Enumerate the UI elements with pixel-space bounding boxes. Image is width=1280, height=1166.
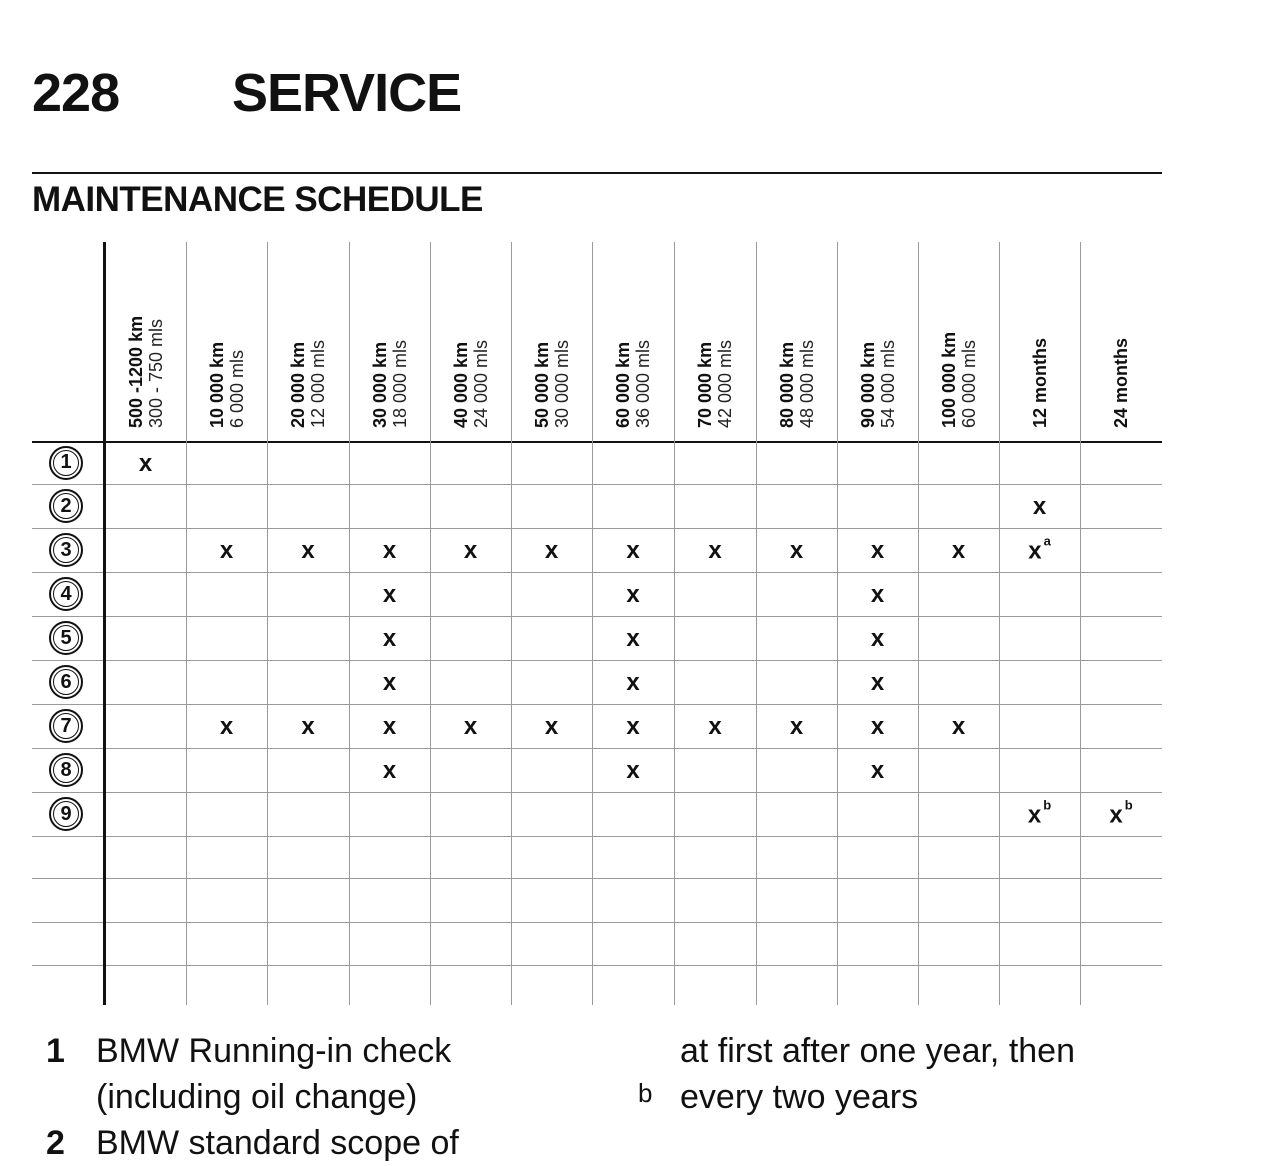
maintenance-mark: [626, 539, 639, 563]
mark-symbol: x: [301, 713, 315, 740]
mark-symbol: x: [219, 713, 234, 740]
column-header-secondary: 18 000 mls: [389, 339, 410, 428]
column-header: [511, 244, 592, 436]
column-header-text: [857, 339, 898, 428]
column-rule: [674, 242, 675, 1005]
maintenance-mark: [708, 715, 721, 739]
column-header-secondary: 30 000 mls: [551, 339, 572, 428]
mark-symbol: x: [382, 581, 397, 608]
column-header-text: [1111, 337, 1131, 428]
footnote-1-text-line2: (including oil change): [96, 1078, 418, 1116]
column-header-secondary: 48 000 mls: [796, 339, 817, 428]
column-header-secondary: 6 000 mls: [226, 349, 247, 428]
mark-symbol: x: [138, 449, 153, 477]
column-header-primary: 50 000 km: [531, 341, 552, 428]
row-rule: [32, 660, 1162, 661]
mark-symbol: x: [1109, 801, 1123, 829]
column-rule: [918, 242, 919, 1005]
column-header-secondary: 42 000 mls: [715, 339, 735, 428]
maintenance-mark: [1033, 495, 1046, 519]
mark-symbol: x: [870, 713, 885, 740]
column-header-primary: 90 000 km: [857, 341, 878, 428]
maintenance-mark: [545, 539, 558, 563]
maintenance-mark: [708, 539, 721, 563]
maintenance-mark: [383, 759, 396, 783]
mark-symbol: x: [1027, 801, 1042, 829]
mark-symbol: x: [789, 713, 804, 740]
column-header-text: [613, 339, 653, 428]
maintenance-mark: [545, 715, 558, 739]
mark-footnote-ref: b: [1124, 797, 1133, 813]
column-header: [756, 244, 837, 436]
row-number-badge: 5: [49, 621, 83, 655]
maintenance-mark: [301, 715, 314, 739]
row-number-badge: 3: [49, 533, 83, 567]
column-header-primary: 70 000 km: [695, 341, 715, 428]
mark-symbol: x: [870, 537, 885, 564]
column-header-primary: 60 000 km: [613, 341, 633, 428]
maintenance-mark: [626, 583, 639, 607]
column-header-text: [450, 339, 491, 428]
column-header-text: [1029, 337, 1050, 428]
maintenance-mark: [871, 583, 884, 607]
row-rule: [32, 572, 1162, 573]
mark-symbol: x: [382, 669, 397, 696]
row-rule: [32, 965, 1162, 966]
column-header-primary: 500 -1200 km: [125, 315, 146, 428]
maintenance-mark: [626, 671, 639, 695]
mark-symbol: x: [544, 713, 559, 740]
mark-symbol: x: [1032, 493, 1047, 520]
column-header-text: [938, 331, 979, 428]
column-rule: [511, 242, 512, 1005]
maintenance-mark: [952, 715, 965, 739]
column-header-secondary: 60 000 mls: [958, 339, 979, 428]
row-number-badge: 9: [49, 797, 83, 831]
column-header-text: [695, 339, 735, 428]
mark-symbol: x: [789, 537, 804, 564]
mark-symbol: x: [382, 757, 397, 784]
row-rule: [32, 836, 1162, 837]
footnote-b-text-line2: every two years: [680, 1078, 919, 1116]
maintenance-mark: [1028, 533, 1051, 565]
mark-symbol: x: [870, 581, 885, 608]
row-rule: [32, 704, 1162, 705]
maintenance-mark: [871, 627, 884, 651]
column-rule: [186, 242, 187, 1005]
mark-symbol: x: [870, 757, 885, 784]
footnote-b-letter: b: [638, 1078, 653, 1108]
column-rule: [756, 242, 757, 1005]
maintenance-mark: [138, 449, 153, 477]
mark-symbol: x: [626, 713, 640, 740]
maintenance-mark: [464, 715, 477, 739]
mark-symbol: x: [951, 537, 966, 564]
column-rule: [267, 242, 268, 1005]
mark-symbol: x: [463, 713, 478, 740]
maintenance-mark: [790, 539, 803, 563]
row-number-badge: 8: [49, 753, 83, 787]
column-header-secondary: 12 000 mls: [308, 339, 328, 428]
column-header-primary: 20 000 km: [288, 341, 308, 428]
column-header-primary: 40 000 km: [450, 341, 471, 428]
row-rule: [32, 922, 1162, 923]
maintenance-mark: [383, 671, 396, 695]
column-header-text: [531, 339, 572, 428]
column-header-primary: 30 000 km: [369, 341, 390, 428]
maintenance-mark: [871, 715, 884, 739]
row-rule: [32, 616, 1162, 617]
column-header-text: [369, 339, 410, 428]
column-header-text: [206, 341, 247, 428]
footnote-2-number: 2: [46, 1124, 65, 1162]
maintenance-mark: [871, 671, 884, 695]
footnote-1-text-line1: BMW Running-in check: [96, 1032, 452, 1070]
column-rule: [837, 242, 838, 1005]
column-header-text: [288, 339, 328, 428]
row-number-badge: 1: [49, 446, 83, 480]
maintenance-mark: [1109, 797, 1133, 829]
column-header-primary: 12 months: [1029, 337, 1050, 428]
maintenance-mark: [383, 627, 396, 651]
column-header: [186, 244, 267, 436]
column-header: [592, 244, 674, 436]
row-rule: [32, 748, 1162, 749]
maintenance-mark: [301, 539, 314, 563]
maintenance-mark: [871, 539, 884, 563]
column-header-secondary: 36 000 mls: [633, 339, 653, 428]
column-header-primary: 100 000 km: [938, 331, 959, 428]
mark-symbol: x: [463, 537, 478, 564]
mark-symbol: x: [951, 713, 966, 740]
column-header: [1080, 244, 1162, 436]
column-header: [918, 244, 999, 436]
column-rule: [592, 242, 593, 1005]
column-header: [674, 244, 756, 436]
column-header: [430, 244, 511, 436]
row-rule: [32, 528, 1162, 529]
footnote-2-text: BMW standard scope of: [96, 1124, 459, 1162]
column-header: [267, 244, 349, 436]
column-header-primary: 24 months: [1111, 337, 1131, 428]
column-rule: [999, 242, 1000, 1005]
row-number-badge: 6: [49, 665, 83, 699]
footnote-1-number: 1: [46, 1032, 65, 1070]
page-section-title: SERVICE: [232, 63, 462, 123]
column-header-secondary: 24 000 mls: [470, 339, 491, 428]
schedule-title: MAINTENANCE SCHEDULE: [32, 180, 483, 219]
mark-symbol: x: [301, 537, 315, 564]
page-number: 228: [32, 63, 120, 123]
mark-symbol: x: [382, 713, 397, 740]
maintenance-mark: [220, 715, 233, 739]
mark-symbol: x: [870, 625, 885, 652]
mark-symbol: x: [626, 669, 640, 696]
footnote-b-text-line1: at first after one year, then: [680, 1032, 1076, 1070]
row-rule: [32, 792, 1162, 793]
column-header: [105, 244, 186, 436]
mark-symbol: x: [708, 537, 722, 564]
row-number-badge: 2: [49, 489, 83, 523]
column-header-primary: 80 000 km: [776, 341, 797, 428]
maintenance-mark: [790, 715, 803, 739]
mark-symbol: x: [544, 537, 559, 564]
column-header: [999, 244, 1080, 436]
mark-footnote-ref: b: [1043, 797, 1052, 813]
maintenance-mark: [383, 539, 396, 563]
maintenance-mark: [626, 715, 639, 739]
maintenance-mark: [952, 539, 965, 563]
column-header-text: [776, 339, 817, 428]
mark-symbol: x: [626, 757, 640, 784]
maintenance-mark: [626, 759, 639, 783]
column-header: [837, 244, 918, 436]
column-rule: [349, 242, 350, 1005]
row-number-badge: 7: [49, 709, 83, 743]
mark-symbol: x: [870, 669, 885, 696]
mark-symbol: x: [382, 625, 397, 652]
mark-footnote-ref: a: [1043, 533, 1051, 549]
header-rule: [32, 441, 1162, 443]
mark-symbol: x: [382, 537, 397, 564]
row-number-divider: [103, 242, 106, 1005]
column-header-text: [125, 315, 166, 428]
maintenance-mark: [220, 539, 233, 563]
row-rule: [32, 878, 1162, 879]
row-rule: [32, 484, 1162, 485]
mark-symbol: x: [1028, 537, 1042, 565]
mark-symbol: x: [219, 537, 234, 564]
column-header: [349, 244, 430, 436]
column-header-primary: 10 000 km: [206, 341, 227, 428]
maintenance-mark: [626, 627, 639, 651]
mark-symbol: x: [708, 713, 722, 740]
mark-symbol: x: [626, 537, 640, 564]
maintenance-mark: [383, 583, 396, 607]
column-rule: [1080, 242, 1081, 1005]
mark-symbol: x: [626, 625, 640, 652]
column-header-secondary: 300 - 750 mls: [145, 318, 166, 428]
title-rule: [32, 172, 1162, 174]
row-number-badge: 4: [49, 577, 83, 611]
maintenance-mark: [464, 539, 477, 563]
column-header-secondary: 54 000 mls: [877, 339, 898, 428]
maintenance-mark: [871, 759, 884, 783]
column-rule: [430, 242, 431, 1005]
maintenance-mark: [1027, 797, 1052, 829]
maintenance-mark: [383, 715, 396, 739]
mark-symbol: x: [626, 581, 640, 608]
